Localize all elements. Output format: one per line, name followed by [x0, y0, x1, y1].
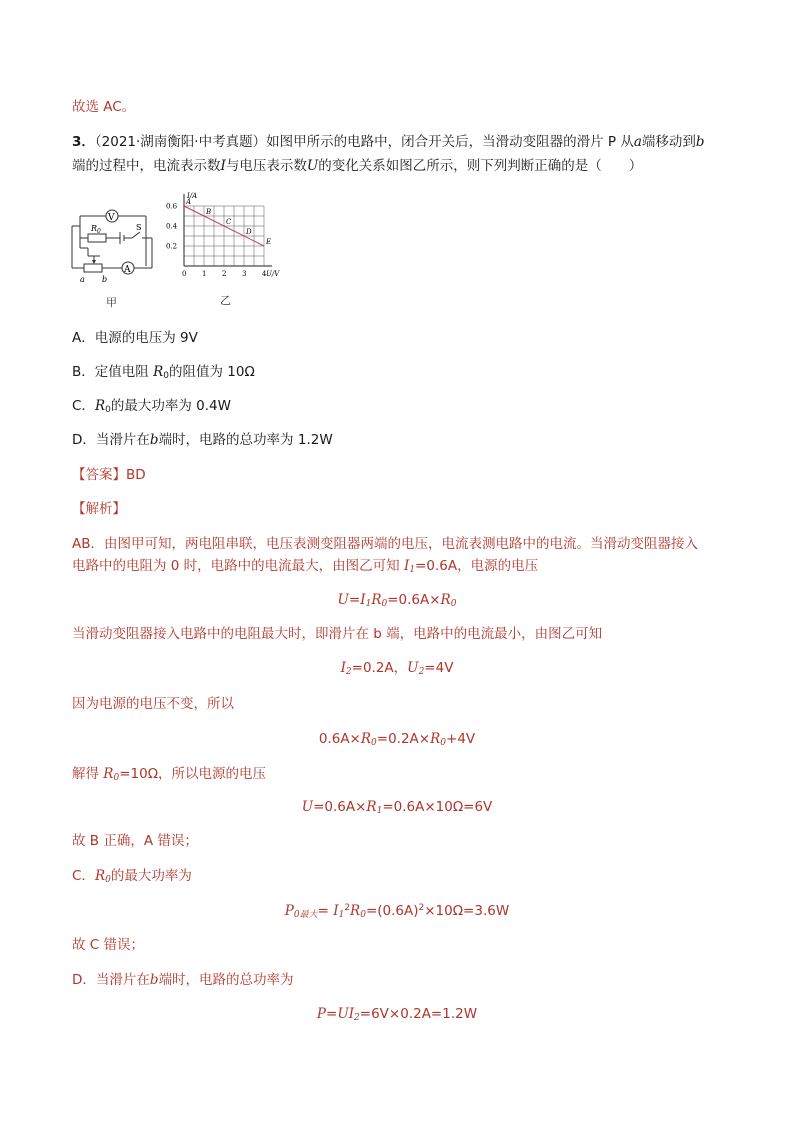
circuit-figure [66, 196, 166, 316]
option-a: A．电源的电压为 9V [72, 330, 198, 346]
y-tick-label: 0.6 [166, 202, 178, 211]
analysis-p6: 故 B 正确，A 错误； [72, 833, 198, 849]
x-tick-label: 0 [182, 270, 187, 278]
equation-1: $U=I_1R_0=0.6A\times R_0$ [337, 592, 457, 609]
equation-4: $U=0.6A\times R_1=0.6A\times 10\Omega=6V$ [301, 799, 493, 816]
analysis-p7: C．$R_0$的最大功率为 [72, 868, 192, 885]
equation-3: $0.6A\times R_0=0.2A\times R_0+4V$ [318, 731, 476, 748]
analysis-p8: 故 C 错误； [72, 937, 145, 953]
answer-line: 【答案】BD [72, 467, 146, 483]
terminal-a-label: a [80, 275, 85, 284]
y-axis-label: I/A [187, 192, 198, 200]
figure-right-caption: 乙 [220, 294, 231, 307]
conclusion-line: 故选 AC。 [72, 99, 136, 115]
question-line-2: 端的过程中，电流表示数I与电压表示数U的变化关系如图乙所示，则下列判断正确的是（ ） [72, 158, 643, 174]
point-label-D: D [246, 228, 252, 236]
y-tick-label: 0.2 [166, 242, 178, 251]
equation-6: $P=UI_2=6V\times 0.2A=1.2W$ [316, 1006, 478, 1023]
x-tick-label: 3 [242, 270, 247, 278]
y-tick-label: 0.4 [166, 222, 178, 231]
figure-left-caption: 甲 [106, 296, 117, 309]
r0-label: $R_0$ [91, 224, 101, 235]
analysis-p2: 电路中的电阻为 0 时，电路中的电流最大，由图乙可知 $I_1=0.6A$，电源的电压 [72, 558, 539, 575]
equation-2: $I_2=0.2A$，$U_2=4V$ [340, 660, 454, 677]
x-tick-label: 2 [222, 270, 227, 278]
analysis-heading: 【解析】 [72, 501, 126, 517]
analysis-p1: AB．由图甲可知，两电阻串联，电压表测变阻器两端的电压，电流表测电路中的电流。当滑动变阻器接入 [72, 536, 698, 552]
equation-5: $P_{0最大}= I_1^2R_0=(0.6A)^2\times 10\Omega=3.6W$ [284, 903, 510, 920]
circuit-diagram [66, 196, 166, 286]
point-label-A: A [186, 198, 192, 206]
option-d: D．当滑片在b端时，电路的总功率为 1.2W [72, 432, 333, 448]
analysis-p5: 解得 $R_0=10\Omega$，所以电源的电压 [72, 766, 267, 783]
analysis-p4: 因为电源的电压不变，所以 [72, 696, 234, 712]
graph-figure [166, 190, 296, 310]
x-axis-label: U/V [266, 270, 280, 278]
analysis-p9: D．当滑片在b端时，电路的总功率为 [72, 972, 294, 988]
ammeter-label: A [124, 265, 131, 275]
point-label-E: E [266, 238, 272, 246]
switch-label: S [136, 223, 142, 232]
x-tick-label: 1 [202, 270, 207, 278]
point-label-C: C [226, 218, 232, 226]
analysis-p3: 当滑动变阻器接入电路中的电阻最大时，即滑片在 b 端，电路中的电流最小，由图乙可知 [72, 626, 603, 642]
option-c: C．$R_0$的最大功率为 0.4W [72, 398, 231, 415]
voltmeter-label: V [108, 213, 115, 223]
terminal-b-label: b [102, 275, 108, 284]
x-tick-label: 4 [262, 270, 267, 278]
option-b: B．定值电阻 $R_0$的阻值为 10Ω [72, 364, 255, 381]
question-line-1: 3．（2021·湖南衡阳·中考真题）如图甲所示的电路中，闭合开关后，当滑动变阻器的滑片 P 从a端移动到b [72, 134, 705, 150]
current-voltage-chart [166, 190, 296, 294]
point-label-B: B [206, 208, 212, 216]
